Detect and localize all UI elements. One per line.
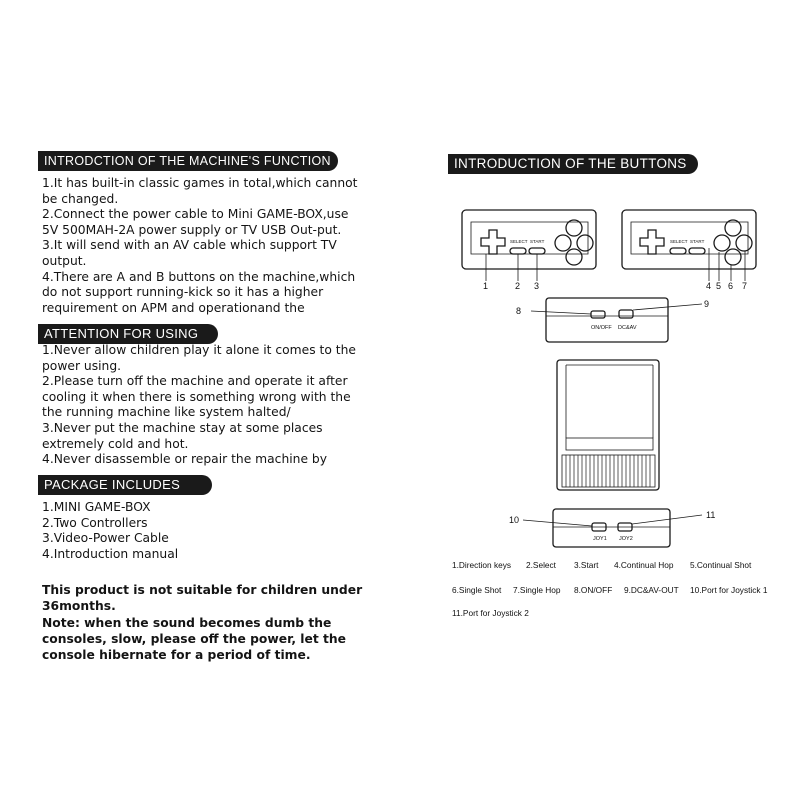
text-line: extremely cold and hot. <box>42 436 189 451</box>
joy1-label: JOY1 <box>593 536 607 542</box>
legend-item: 9.DC&AV-OUT <box>624 585 679 595</box>
text-line: do not support running-kick so it has a higher <box>42 285 324 300</box>
select-button-illustration <box>670 248 686 254</box>
controller-illustration <box>462 210 596 281</box>
callout-number: 6 <box>728 281 734 291</box>
list-item: 2.Two Controllers <box>42 515 148 530</box>
callout-number: 8 <box>516 306 522 316</box>
legend-item: 11.Port for Joystick 2 <box>452 608 529 618</box>
package-header: PACKAGE INCLUDES <box>38 475 212 495</box>
on-off-label: ON/OFF <box>591 325 612 331</box>
text-line: 36months. <box>42 599 116 614</box>
callout-number: 9 <box>704 299 710 309</box>
legend-item: 6.Single Shot <box>452 585 502 595</box>
list-item: 4.Introduction manual <box>42 546 179 561</box>
text-line: 2.Connect the power cable to Mini GAME-BOX,use <box>42 207 349 222</box>
callout-number: 11 <box>706 510 716 520</box>
text-line: 2.Please turn off the machine and operate it after <box>42 374 348 389</box>
buttons-header: INTRODUCTION OF THE BUTTONS <box>448 154 698 174</box>
attention-header: ATTENTION FOR USING <box>38 324 218 344</box>
machine-function-header: INTRODCTION OF THE MACHINE'S FUNCTION <box>38 151 338 171</box>
text-line: cooling it when there is something wrong with the <box>42 389 351 404</box>
dc-av-port-illustration <box>619 310 633 318</box>
joy2-label: JOY2 <box>619 536 633 542</box>
select-label: SELECT <box>510 239 528 244</box>
callout-number: 5 <box>716 281 722 291</box>
text-line: output. <box>42 253 87 268</box>
text-line: 5V 500MAH-2A power supply or TV USB Out-put. <box>42 222 342 237</box>
legend-item: 5.Continual Shot <box>690 560 752 570</box>
callout-number: 1 <box>483 281 489 291</box>
text-line: 1.It has built-in classic games in total,which cannot <box>42 176 358 190</box>
text-line: This product is not suitable for children under <box>42 583 363 597</box>
power-switch-illustration <box>591 311 605 318</box>
list-item: 1.MINI GAME-BOX <box>42 500 151 514</box>
callout-number: 2 <box>515 281 521 291</box>
text-line: be changed. <box>42 191 119 206</box>
text-line: consoles, slow, please off the power, let the <box>42 631 346 646</box>
text-line: Note: when the sound becomes dumb the <box>42 615 332 630</box>
legend-item: 2.Select <box>526 560 556 570</box>
text-line: 4.Never disassemble or repair the machine by <box>42 452 328 467</box>
console-front-illustration <box>523 509 702 547</box>
start-button-illustration <box>529 248 545 254</box>
console-back-illustration <box>531 298 702 342</box>
select-button-illustration <box>510 248 526 254</box>
start-label: START <box>690 239 705 244</box>
controller-illustration <box>622 210 756 281</box>
dpad-icon <box>640 230 664 254</box>
start-label: START <box>530 239 545 244</box>
start-button-illustration <box>689 248 705 254</box>
text-line: 4.There are A and B buttons on the machine,which <box>42 269 356 284</box>
select-label: SELECT <box>670 239 688 244</box>
text-line: console hibernate for a period of time. <box>42 648 311 663</box>
dc-av-label: DC&AV <box>618 325 637 331</box>
callout-number: 4 <box>706 281 712 291</box>
legend-item: 10.Port for Joystick 1 <box>690 585 768 595</box>
callout-number: 7 <box>742 281 748 291</box>
console-top-illustration <box>557 360 659 490</box>
legend-item: 1.Direction keys <box>452 560 512 570</box>
legend-item: 3.Start <box>574 560 599 570</box>
legend-item: 7.Single Hop <box>513 585 561 595</box>
callout-number: 3 <box>534 281 540 291</box>
text-line: 1.Never allow children play it alone it comes to the <box>42 343 356 357</box>
legend-item: 4.Continual Hop <box>614 560 674 570</box>
text-line: 3.It will send with an AV cable which support TV <box>42 238 337 253</box>
text-line: the running machine like system halted/ <box>42 405 291 420</box>
text-line: 3.Never put the machine stay at some places <box>42 420 323 435</box>
callout-number: 10 <box>509 515 520 525</box>
dpad-icon <box>481 230 505 254</box>
text-line: requirement on APM and operationand the <box>42 300 305 315</box>
text-line: power using. <box>42 358 122 373</box>
legend-item: 8.ON/OFF <box>574 585 613 595</box>
list-item: 3.Video-Power Cable <box>42 531 169 546</box>
